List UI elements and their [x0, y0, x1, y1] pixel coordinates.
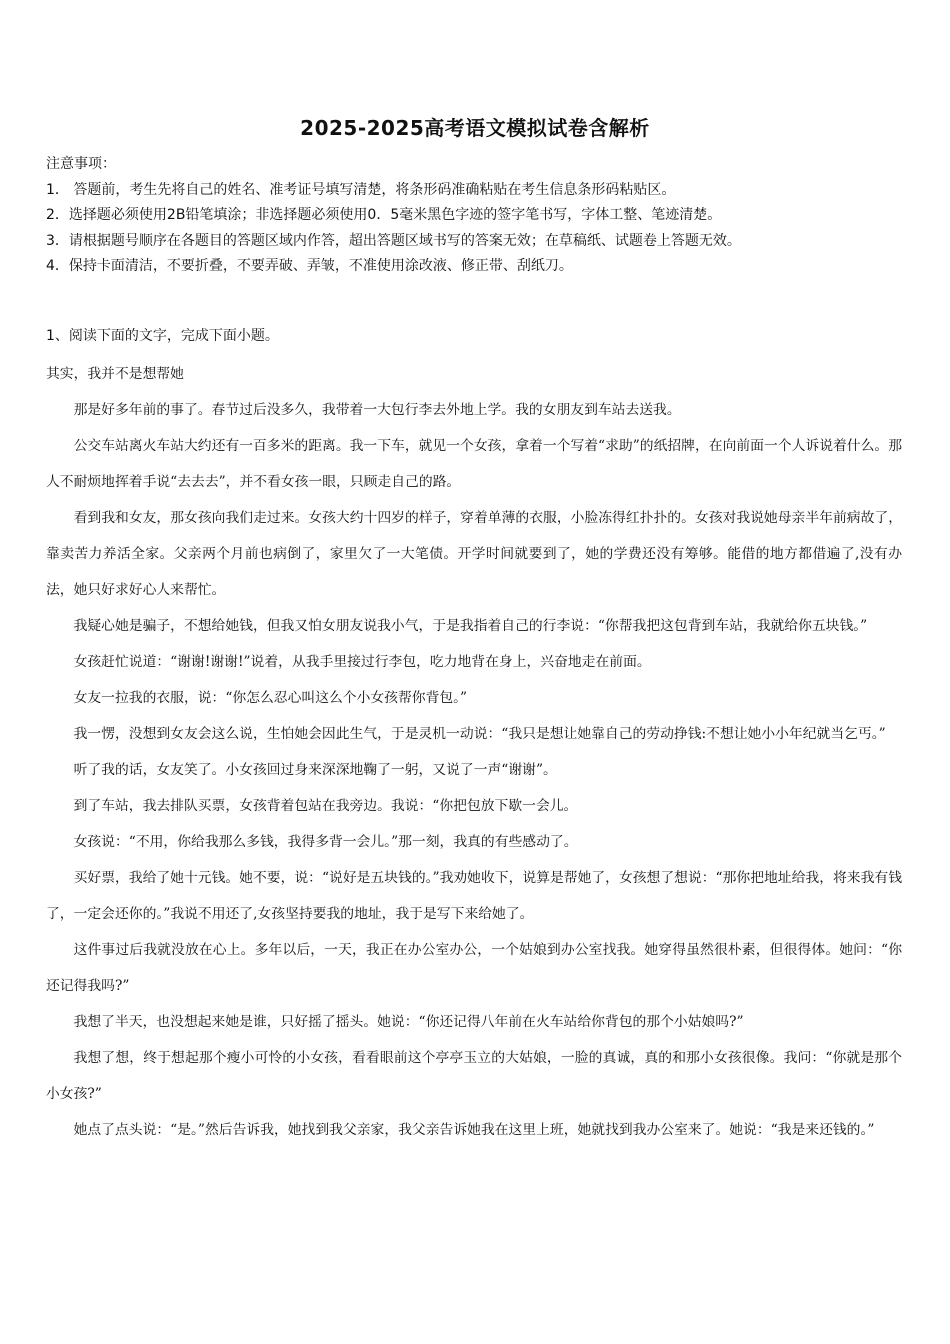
- passage-paragraph: 她点了点头说：“是。”然后告诉我，她找到我父亲家，我父亲告诉她我在这里上班，她就找到我办公室来了。她说：“我是来还钱的。”: [73, 1122, 875, 1138]
- passage-paragraph: 女孩赶忙说道：“谢谢!谢谢!”说着，从我手里接过行李包，吃力地背在身上，兴奋地走在前面。: [73, 654, 651, 670]
- passage-paragraph: 我一愣，没想到女友会这么说，生怕她会因此生气，于是灵机一动说：“我只是想让她靠自己的劳动挣钱:不想让她小小年纪就当乞丐。”: [73, 726, 886, 742]
- notice-heading: 注意事项：: [46, 156, 116, 172]
- passage-paragraph: 那是好多年前的事了。春节过后没多久，我带着一大包行李去外地上学。我的女朋友到车站去送我。: [73, 402, 681, 418]
- notice-item: 4．保持卡面清洁，不要折叠，不要弄破、弄皱，不准使用涂改液、修正带、刮纸刀。: [46, 258, 573, 274]
- passage-paragraph: 买好票，我给了她十元钱。她不要，说：“说好是五块钱的。”我劝她收下，说算是帮她了，女孩想了想说：“那你把地址给我，将来我有钱了，一定会还你的。”我说不用还了,女孩坚持要我的地址，我于是写下来给她了。: [46, 870, 902, 922]
- question-intro: 1、阅读下面的文字，完成下面小题。: [46, 328, 279, 344]
- passage-title: 其实，我并不是想帮她: [46, 366, 184, 382]
- notice-section: [46, 152, 916, 280]
- passage-paragraph: 到了车站，我去排队买票，女孩背着包站在我旁边。我说：“你把包放下歇一会儿。: [73, 798, 578, 814]
- notice-item: 1． 答题前，考生先将自己的姓名、准考证号填写清楚，将条形码准确粘贴在考生信息条形码粘贴区。: [46, 181, 676, 198]
- passage-paragraph: 这件事过后我就没放在心上。多年以后，一天，我正在办公室办公，一个姑娘到办公室找我。她穿得虽然很朴素，但很得体。她问：“你还记得我吗?”: [46, 942, 902, 994]
- page-title: 2025-2025高考语文模拟试卷含解析: [300, 116, 650, 140]
- passage-paragraph: 听了我的话，女友笑了。小女孩回过身来深深地鞠了一躬，又说了一声“谢谢”。: [73, 762, 557, 778]
- passage-paragraph: 看到我和女友，那女孩向我们走过来。女孩大约十四岁的样子，穿着单薄的衣服，小脸冻得红扑扑的。女孩对我说她母亲半年前病故了，靠卖苦力养活全家。父亲两个月前也病倒了，家里欠了一大笔债。开学时间就要到了，她的学费还没有筹够。能借的地方都借遍了,没有办法，她只好求好心人来帮忙。: [46, 510, 902, 598]
- passage-paragraph: 女友一拉我的衣服，说：“你怎么忍心叫这么个小女孩帮你背包。”: [73, 690, 468, 706]
- passage-paragraph: 我想了半天，也没想起来她是谁，只好摇了摇头。她说：“你还记得八年前在火车站给你背包的那个小姑娘吗?”: [73, 1014, 744, 1030]
- passage-paragraph: 公交车站离火车站大约还有一百多米的距离。我一下车，就见一个女孩，拿着一个写着“求助”的纸招牌，在向前面一个人诉说着什么。那人不耐烦地挥着手说“去去去”，并不看女孩一眼，只顾走自己的路。: [46, 438, 902, 490]
- passage-paragraph: 我想了想，终于想起那个瘦小可怜的小女孩，看看眼前这个亭亭玉立的大姑娘，一脸的真诚，真的和那小女孩很像。我问：“你就是那个小女孩?”: [46, 1050, 902, 1102]
- notice-item: 3．请根据题号顺序在各题目的答题区域内作答，超出答题区域书写的答案无效；在草稿纸、试题卷上答题无效。: [46, 232, 741, 249]
- passage-paragraph: 女孩说：“不用，你给我那么多钱，我得多背一会儿。”那一刻，我真的有些感动了。: [73, 834, 578, 850]
- notice-item: 2．选择题必须使用2B铅笔填涂；非选择题必须使用0．5毫米黑色字迹的签字笔书写，字体工整、笔迹清楚。: [46, 207, 722, 223]
- passage-paragraph: 我疑心她是骗子，不想给她钱，但我又怕女朋友说我小气，于是我指着自己的行李说：“你帮我把这包背到车站，我就给你五块钱。”: [73, 618, 868, 634]
- reading-passage: [46, 356, 902, 1148]
